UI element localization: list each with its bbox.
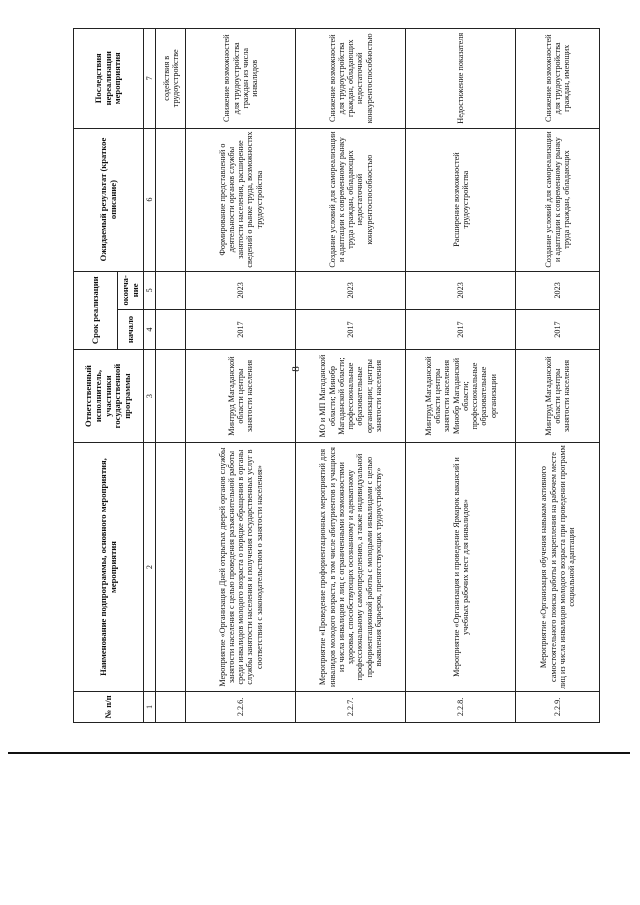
header-term: Срок реализации xyxy=(74,271,118,349)
row-num: 2.2.9. xyxy=(516,691,600,722)
table-row xyxy=(296,29,406,723)
header-end: оконча-ние xyxy=(118,271,144,310)
row-end: 2023 xyxy=(186,271,296,310)
row-result: Формирование представлений о деятельности органов службы занятости населения, расширение сведений о рынке труда, возможностях трудоустройства xyxy=(186,128,296,271)
row-end xyxy=(156,271,186,310)
column-number: 2 xyxy=(144,443,156,692)
row-executor: Минтруд Магаданской области центры занятости населения xyxy=(516,349,600,442)
row-name: Мероприятие «Организация обучения навыкам активного самостоятельного поиска работы и закрепления на рабочем месте лиц из числа инвалидов молодого возраста при проведении программ социальной адаптации xyxy=(516,443,600,692)
header-num: № п/п xyxy=(74,691,144,722)
page-number: 8 xyxy=(290,366,302,372)
row-num: 2.2.7. xyxy=(296,691,406,722)
header-result: Ожидаемый результат (краткое описание) xyxy=(74,128,144,271)
row-num: 2.2.8. xyxy=(406,691,516,722)
row-name: Мероприятие «Организация Дней открытых дверей органов службы занятости населения с целью проведения разъяснительной работы среди инвалидов молодого возраста о порядке обращения в органы службы занятости населения и получения государственных услуг в соответствии с законодательством о занятости населения» xyxy=(186,443,296,692)
row-start: 2017 xyxy=(186,310,296,350)
table-row xyxy=(516,29,600,723)
row-start: 2017 xyxy=(406,310,516,350)
row-executor: Минтруд Магаданской области центры занятости населения xyxy=(186,349,296,442)
row-consequences: Снижение возможностей для трудоустройства граждан, обладающих недостаточной конкурентоспособностью xyxy=(296,29,406,129)
header-start: начало xyxy=(118,310,144,350)
rotated-table-container xyxy=(73,28,599,723)
measures-table xyxy=(73,28,600,723)
table-row xyxy=(406,29,516,723)
row-name: Мероприятие «Проведение профориентационных мероприятий для инвалидов молодого возраста, в том числе абитуриентов и учащихся из числа инвалидов и лиц с ограниченными возможностями здоровья, способствующих осознанному и адекватному профессиональному самоопределению, а также индивидуальной профориентационной работы с молодыми инвалидами с целью выявления барьеров, препятствующих трудоустройству» xyxy=(296,443,406,692)
row-name: Мероприятие «Организация и проведение Ярмарок вакансий и учебных рабочих мест для инвалидов» xyxy=(406,443,516,692)
row-start: 2017 xyxy=(516,310,600,350)
row-num: 2.2.6. xyxy=(186,691,296,722)
row-start xyxy=(156,310,186,350)
row-result: Расширение возможностей трудоустройства xyxy=(406,128,516,271)
header-name: Наименование подпрограммы, основного мероприятия, мероприятия xyxy=(74,443,144,692)
row-end: 2023 xyxy=(296,271,406,310)
row-executor: МО и МП Магаданской области; Минобр Магаданской области; профессиональные образовательные организации; центры занятости населения xyxy=(296,349,406,442)
table-row xyxy=(186,29,296,723)
row-executor: Минтруд Магаданской области центры занятости населения Минобр Магаданской области; профессиональные образовательные организации xyxy=(406,349,516,442)
row-name xyxy=(156,443,186,692)
page-divider xyxy=(8,752,630,754)
row-result xyxy=(156,128,186,271)
row-num xyxy=(156,691,186,722)
row-consequences: Снижение возможностей для трудоустройства граждан, имеющих xyxy=(516,29,600,129)
column-number: 5 xyxy=(144,271,156,310)
column-number: 1 xyxy=(144,691,156,722)
header-executor: Ответственный исполнитель, участники государственной программы xyxy=(74,349,144,442)
row-consequences: Недостижение показателя xyxy=(406,29,516,129)
row-end: 2023 xyxy=(516,271,600,310)
row-consequences: Снижение возможностей для трудоустройства граждан из числа инвалидов xyxy=(186,29,296,129)
column-number: 3 xyxy=(144,349,156,442)
table-row xyxy=(156,29,186,723)
row-result: Создание условий для самореализации и адаптации к современному рынку труда граждан, обладающих недостаточной конкурентоспособностью xyxy=(296,128,406,271)
row-result: Создание условий для самореализации и адаптации к современному рынку труда граждан, обладающих xyxy=(516,128,600,271)
column-number: 6 xyxy=(144,128,156,271)
header-consequences: Последствия нереализации мероприятия xyxy=(74,29,144,129)
column-number: 7 xyxy=(144,29,156,129)
row-end: 2023 xyxy=(406,271,516,310)
row-start: 2017 xyxy=(296,310,406,350)
header-row xyxy=(74,29,118,723)
column-number: 4 xyxy=(144,310,156,350)
row-consequences: содействия в трудоустройстве xyxy=(156,29,186,129)
row-executor xyxy=(156,349,186,442)
column-number-row xyxy=(144,29,156,723)
